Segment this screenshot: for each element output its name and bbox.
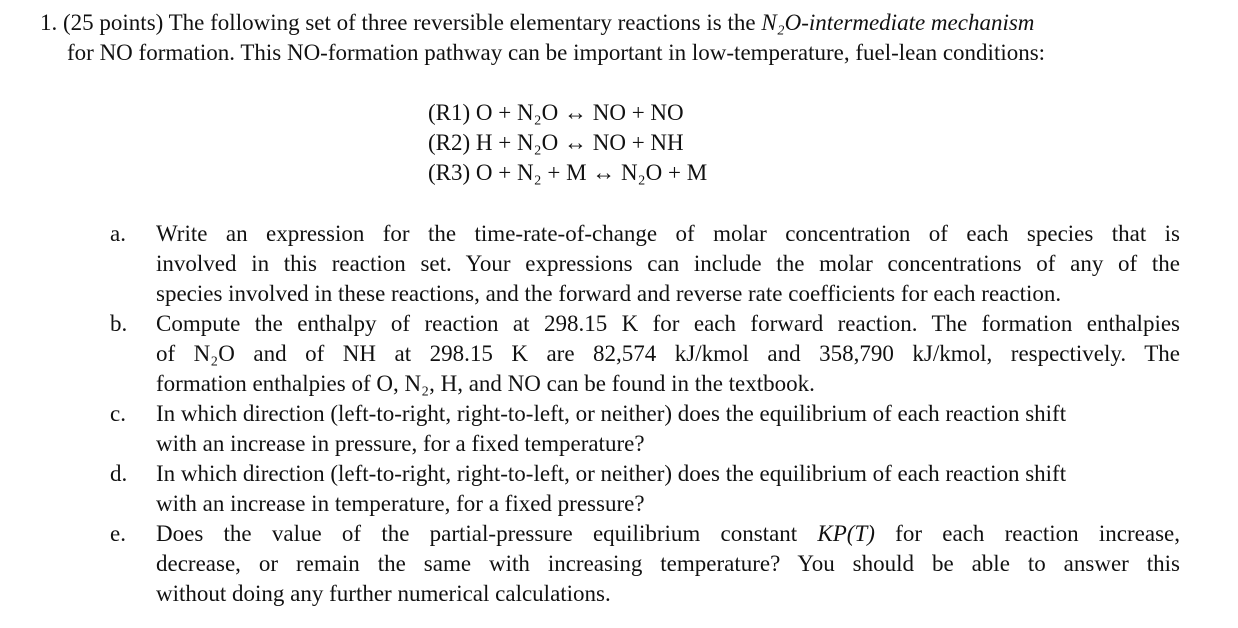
part-e-line-2: decrease, or remain the same with increasing temperature? You should be able to answer this: [156, 551, 1180, 576]
problem-line-2: [40, 38, 1190, 68]
question-parts: [110, 219, 1180, 609]
part-a: [110, 219, 1180, 309]
part-e: [110, 519, 1180, 609]
part-e-line-1-head: Does the value of the partial-pressure equilibrium constant: [156, 521, 818, 546]
problem-line-2-text: for NO formation. This NO-formation pathway can be important in low-temperature, fuel-lean conditions:: [67, 40, 1046, 65]
part-e-letter: e.: [110, 521, 126, 546]
part-a-line-2: involved in this reaction set. Your expressions can include the molar concentrations of any of the: [156, 251, 1180, 276]
part-e-line-1-tail: for each reaction increase,: [874, 521, 1180, 546]
reaction-r1: (R1) O + N₂O ↔ NO + NO: [428, 100, 684, 125]
part-c-line-2: with an increase in pressure, for a fixed temperature?: [156, 431, 645, 456]
part-c-line-1: In which direction (left-to-right, right-to-left, or neither) does the equilibrium of each reaction shift: [156, 401, 1067, 426]
part-c: [110, 399, 1180, 459]
part-a-letter: a.: [110, 221, 126, 246]
problem-line-1-text: 1. (25 points) The following set of three reversible elementary reactions is the: [40, 10, 762, 35]
mechanism-name: N₂O-intermediate mechanism: [761, 10, 1035, 35]
reaction-list: [428, 98, 848, 188]
part-d-letter: d.: [110, 461, 128, 486]
reaction-r2: (R2) H + N₂O ↔ NO + NH: [428, 130, 684, 155]
part-e-line-3: without doing any further numerical calculations.: [156, 581, 611, 606]
part-d-line-1: In which direction (left-to-right, right-to-left, or neither) does the equilibrium of each reaction shift: [156, 461, 1067, 486]
part-a-line-3: species involved in these reactions, and the forward and reverse rate coefficients for each reaction.: [156, 281, 1062, 306]
reaction-r3: (R3) O + N₂ + M ↔ N₂O + M: [428, 160, 708, 185]
part-c-letter: c.: [110, 401, 126, 426]
part-b: [110, 309, 1180, 399]
part-b-letter: b.: [110, 311, 128, 336]
part-d: [110, 459, 1180, 519]
part-b-line-1: Compute the enthalpy of reaction at 298.15 K for each forward reaction. The formation enthalpies: [156, 311, 1180, 336]
part-a-line-1: Write an expression for the time-rate-of-change of molar concentration of each species that is: [156, 221, 1180, 246]
part-e-line-1: [156, 519, 1180, 549]
part-d-line-2: with an increase in temperature, for a fixed pressure?: [156, 491, 645, 516]
part-b-line-2: of N₂O and of NH at 298.15 K are 82,574 kJ/kmol and 358,790 kJ/kmol, respectively. The: [156, 341, 1180, 366]
kp-symbol: KP(T): [817, 521, 875, 546]
problem-line-1: [40, 8, 1190, 38]
problem-statement: [40, 8, 1190, 68]
part-b-line-3: formation enthalpies of O, N₂, H, and NO can be found in the textbook.: [156, 371, 815, 396]
